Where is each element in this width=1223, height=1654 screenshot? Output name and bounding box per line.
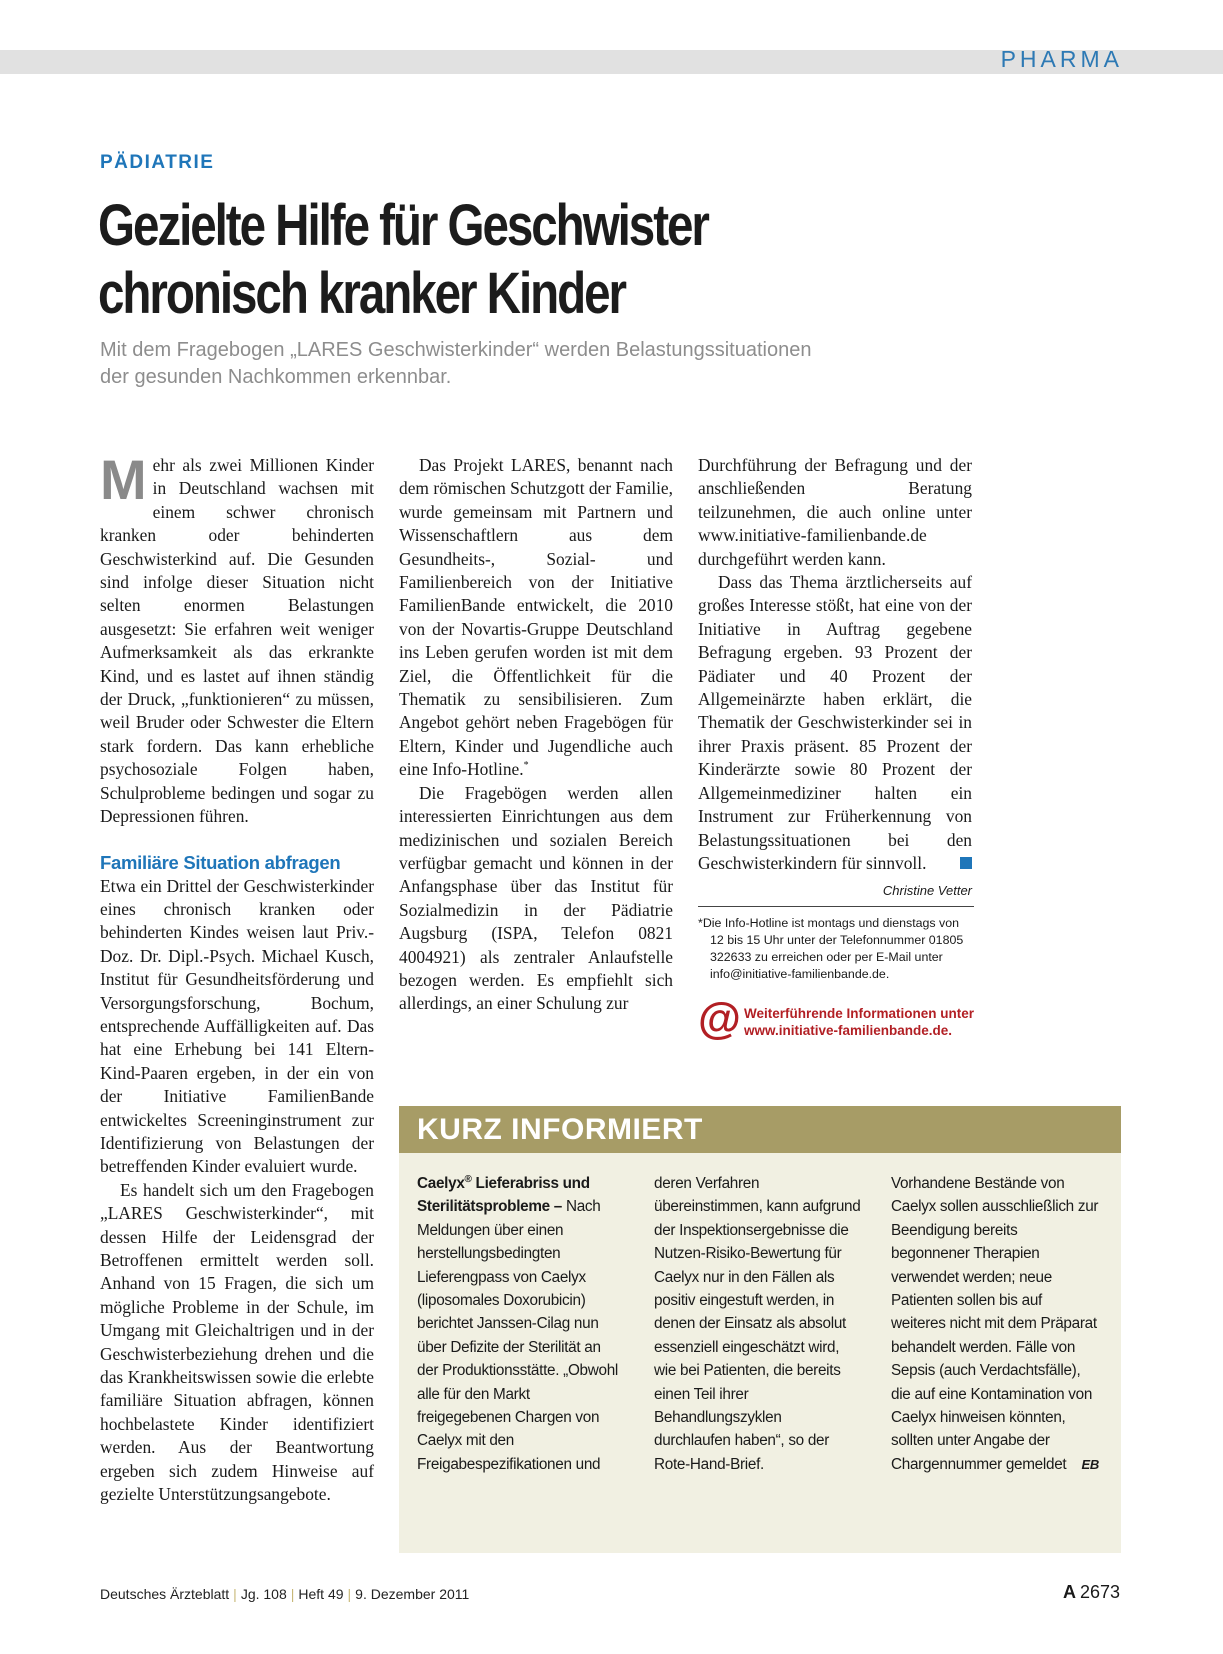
- box-paragraph-1-text: Nach Meldungen über einen herstellungsbedingten Lieferengpass von Caelyx (liposomales Doxorubicin) berichtet Janssen-Cilag nun über Defizite der Sterilität an der Produktionsstätte. „Obwohl alle für den Markt freigegebenen Chargen von Caelyx mit den Freigabespezifikationen und: [417, 1198, 619, 1473]
- footer-journal: Deutsches Ärzteblatt: [100, 1586, 230, 1602]
- article-column-2: [399, 454, 673, 1016]
- body-paragraph-4-text: Das Projekt LARES, benannt nach dem römischen Schutzgott der Familie, wurde gemeinsam mit Partnern und Wissenschaftlern aus dem Gesundheits-, Sozial- und Familienbereich von der Initiative FamilienBande entwickelt, die 2010 von der Novartis-Gruppe Deutschland ins Leben gerufen worden ist mit dem Ziel, die Öffentlichkeit für die Thematik zu sensibilisieren. Zum Angebot gehört neben Fragebögen für Eltern, Kinder und Jugendliche auch eine Info-Hotline.: [399, 455, 673, 780]
- box-header: [399, 1106, 1121, 1153]
- footer-date: 9. Dezember 2011: [355, 1586, 470, 1602]
- footnote-marker: *: [523, 760, 529, 772]
- registered-mark: ®: [464, 1173, 472, 1185]
- web-info-link[interactable]: www.initiative-familienbande.de.: [744, 1023, 953, 1038]
- web-info: [744, 1005, 974, 1039]
- body-paragraph-6: [698, 571, 972, 875]
- box-headline-part2: Sterilitätsprobleme –: [417, 1198, 566, 1216]
- article-deck: Mit dem Fragebogen „LARES Geschwisterkinder“ werden Belastungssituationen der gesunden Nachkommen erkennbar.: [100, 339, 812, 388]
- headline-line-1: Gezielte Hilfe für Geschwister: [98, 193, 708, 258]
- footer-separator: |: [290, 1586, 295, 1602]
- article-headline: [98, 192, 918, 328]
- kurz-informiert-box: [399, 1106, 1121, 1553]
- body-paragraph-3: Es handelt sich um den Fragebogen „LARES Geschwisterkinder“, mit dessen Hilfe der Leidensgrad der Betroffenen ermittelt werden soll. Anhand von 15 Fragen, die sich um mögliche Probleme in der Schule, im Umgang mit Gleichaltrigen und in der Geschwisterbeziehung drehen und die das Krankheitswissen sowie die erlebte familiäre Situation abfragen, können hochbelastete Kinder identifiziert werden. Aus der Beantwortung ergeben sich zudem Hinweise auf gezielte Unterstützungsangebote.: [100, 1179, 374, 1505]
- footer-separator: |: [233, 1586, 237, 1602]
- footer-issue: Heft 49: [298, 1586, 344, 1602]
- page-prefix: A: [1062, 1582, 1076, 1602]
- intro-text: ehr als zwei Millionen Kinder in Deutschland wachsen mit einem schwer chronisch kranken oder behinderten Geschwisterkind auf. Die Gesunden sind infolge dieser Situation nicht selten enormen Belastungen ausgesetzt: Sie erfahren weit weniger Aufmerksamkeit als das erkrankte Kind, und es lastet auf ihnen ständig der Druck, „funktionieren“ zu müssen, weil Bruder oder Schwester die Eltern stark fordern. Das kann erhebliche psychosoziale Folgen haben, Schulprobleme bedingen und sogar zu Depressionen führen.: [100, 455, 374, 827]
- box-paragraph-1-continued: deren Verfahren übereinstimmen, kann aufgrund der Inspektionsergebnisse die Nutzen-Risiko-Bewertung für Caelyx nur in den Fällen als positiv eingestuft werden, in denen der Einsatz als absolut essenziell eingeschätzt wird, wie bei Patienten, die bereits einen Teil ihrer Behandlungszyklen durchlaufen haben“, so der Rote-Hand-Brief.: [654, 1175, 861, 1473]
- web-info-line-1: Weiterführende Informationen unter: [744, 1006, 975, 1021]
- body-paragraph-5-continued: Durchführung der Befragung und der anschließenden Beratung teilzunehmen, die auch online unter www.initiative-familienbande.de durchgeführt werden kann.: [698, 455, 972, 569]
- body-paragraph-2: Etwa ein Drittel der Geschwisterkinder eines chronisch kranken oder behinderten Kindes weisen laut Priv.-Doz. Dr. Dipl.-Psych. Michael Kusch, Institut für Gesundheitsförderung und Versorgungsforschung, Bochum, entsprechende Auffälligkeiten auf. Das hat eine Erhebung bei 141 Eltern-Kind-Paaren ergeben, in der ein von der Initiative FamilienBande entwickeltes Screeninginstrument zur Identifizierung von Belastungen der betreffenden Kinder evaluiert wurde.: [100, 875, 374, 1177]
- article-column-3-content: [698, 454, 972, 903]
- end-mark-icon: [960, 857, 972, 869]
- box-title: KURZ INFORMIERT: [417, 1113, 703, 1146]
- footer-volume: Jg. 108: [240, 1586, 287, 1602]
- article-kicker: PÄDIATRIE: [100, 152, 215, 173]
- footnote-text: *Die Info-Hotline ist montags und dienstags von 12 bis 15 Uhr unter der Telefonnummer 01805 322633 zu erreichen oder per E-Mail unter info@initiative-familienbande.de.: [698, 916, 964, 981]
- article-author: Christine Vetter: [882, 883, 972, 899]
- body-paragraph-4: [399, 454, 673, 782]
- box-initials: EB: [1081, 1456, 1099, 1472]
- box-headline-product: Caelyx: [417, 1175, 465, 1192]
- drop-cap: M: [100, 448, 147, 511]
- footnote: [698, 906, 974, 983]
- section-label: PHARMA: [1000, 46, 1123, 72]
- footer-separator: |: [347, 1586, 352, 1602]
- body-paragraph-5: Die Fragebögen werden allen interessierten Einrichtungen aus dem medizinischen und sozialen Bereich verfügbar gemacht und können in der Anfangsphase über das Institut für Sozialmedizin in der Pädiatrie Augsburg (ISPA, Telefon 0821 4004921) als zentraler Anlaufstelle bezogen werden. Es empfiehlt sich allerdings, an einer Schulung zur: [399, 782, 673, 1014]
- box-headline-part1: Lieferabriss und: [471, 1175, 590, 1192]
- box-column-3: [891, 1172, 1099, 1476]
- page-number: [1063, 1582, 1120, 1603]
- at-sign-icon: @: [698, 994, 741, 1043]
- box-paragraph-1: [417, 1172, 625, 1476]
- page-footer: [100, 1586, 469, 1602]
- body-paragraph-6-text: Dass das Thema ärztlicherseits auf großes Interesse stößt, hat eine von der Initiative in Auftrag gegebene Befragung ergeben. 93 Prozent der Pädiater und 40 Prozent der Allgemeinärzte haben erklärt, die Thematik der Geschwisterkinder sei in ihrer Praxis präsent. 85 Prozent der Kinderärzte sowie 80 Prozent der Allgemeinmediziner halten ein Instrument zur Früherkennung von Belastungssituationen bei den Geschwisterkindern für sinnvoll.: [698, 572, 972, 873]
- article-subhead: Familiäre Situation abfragen: [100, 851, 341, 873]
- page-number-value: 2673: [1079, 1582, 1120, 1602]
- box-column-1: [417, 1172, 625, 1476]
- intro-paragraph: [100, 448, 374, 829]
- box-column-2: [654, 1172, 862, 1476]
- article-column-1: [100, 448, 374, 1506]
- box-paragraph-2-continued: Vorhandene Bestände von Caelyx sollen ausschließlich zur Beendigung bereits begonnener Therapien verwendet werden; neue Patienten sollen bis auf weiteres nicht mit dem Präparat behandelt werden. Fälle von Sepsis (auch Verdachtsfälle), die auf eine Kontamination von Caelyx hinweisen könnten, sollten unter Angabe der Chargennummer gemeldet EB: [891, 1172, 1099, 1476]
- headline-line-2: chronisch kranker Kinder: [98, 261, 626, 326]
- box-headline: [417, 1175, 590, 1215]
